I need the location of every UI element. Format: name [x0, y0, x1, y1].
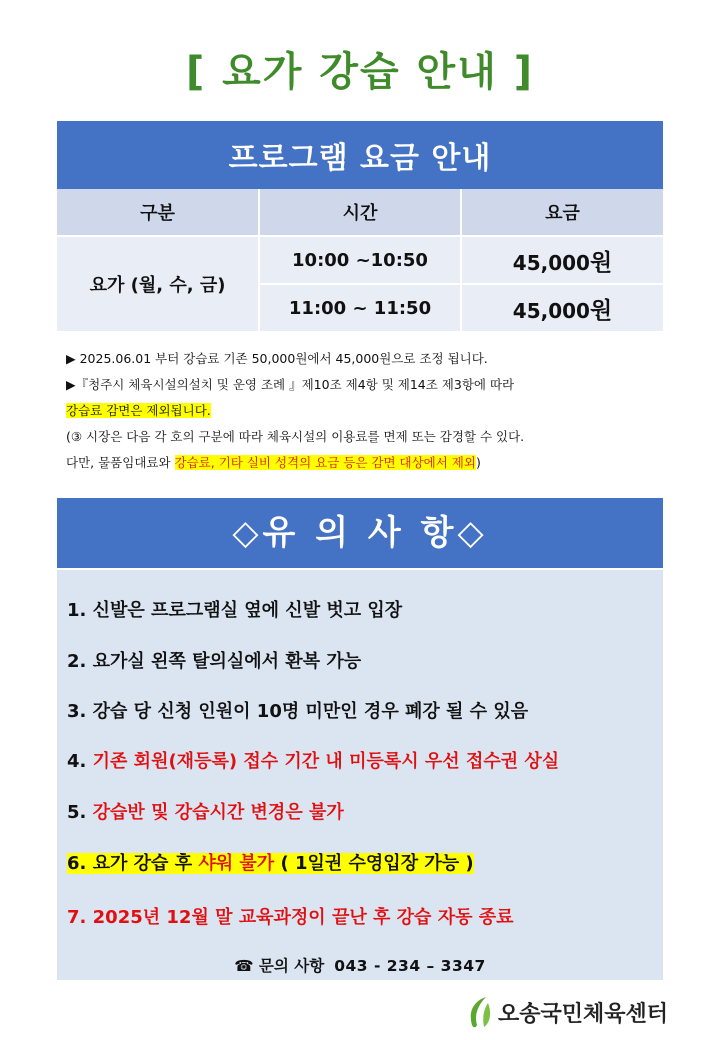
fee-table-title: 프로그램 요금 안내 [57, 121, 663, 189]
price-unit: 원 [589, 249, 613, 276]
org-name: 오송국민체육센터 [498, 1001, 669, 1027]
item-text: 2025년 12월 말 교육과정이 끝난 후 강습 자동 종료 [92, 907, 514, 928]
footer-logo [466, 992, 668, 1032]
highlight-red-text: 강습료, 기타 실비 성격의 요금 등은 감면 대상에서 제외 [174, 455, 476, 470]
column-category: 구분 [57, 189, 259, 236]
time-cell: 10:00 ~10:50 [259, 236, 461, 284]
page-title: [ 요가 강습 안내 ] [185, 49, 535, 95]
notice-item-4 [67, 747, 559, 773]
table-row [57, 236, 663, 284]
price-unit: 원 [589, 297, 613, 324]
item-text: ( 1일권 수영입장 가능 ) [274, 853, 474, 874]
contact-info [57, 954, 663, 976]
notice-item-2: 2. 요가실 왼쪽 탈의실에서 환복 가능 [67, 651, 362, 672]
note-text: ) [475, 455, 481, 470]
item-text-red: 샤워 불가 [198, 853, 275, 874]
notes-section [66, 346, 666, 476]
notice-item-7 [67, 903, 514, 929]
category-cell: 요가 (월, 수, 금) [57, 236, 259, 332]
notice-item-1: 1. 신발은 프로그램실 옆에 신발 벗고 입장 [67, 600, 403, 621]
item-text: 기존 회원(재등록) 접수 기간 내 미등록시 우선 접수권 상실 [92, 751, 560, 772]
column-price: 요금 [461, 189, 663, 236]
leaf-logo-icon [466, 995, 492, 1029]
price-value: 45,000 [512, 298, 590, 323]
notice-header: ◇유 의 사 항◇ [57, 498, 663, 568]
column-time: 시간 [259, 189, 461, 236]
note-ordinance: ▶『청주시 체육시설의설치 및 운영 조례 』제10조 제4항 및 제14조 제3항에 따라 [66, 377, 515, 392]
fee-table-column-header [57, 189, 663, 236]
note-ordinance-exception [66, 450, 666, 476]
note-price-change: ▶ 2025.06.01 부터 강습료 기존 50,000원에서 45,000원으로 조정 됩니다. [66, 351, 488, 366]
contact-label: ☎ 문의 사항 [234, 957, 325, 975]
notice-item-6 [67, 849, 474, 875]
item-highlight [67, 853, 474, 874]
contact-phone-number: 043 - 234 – 3347 [334, 957, 486, 975]
item-text: 강습반 및 강습시간 변경은 불가 [92, 802, 344, 823]
price-cell [461, 236, 663, 284]
fee-table [57, 121, 663, 333]
item-number: 4. [67, 751, 93, 772]
item-number: 7. [67, 907, 93, 928]
item-number: 5. [67, 802, 93, 823]
note-text: 다만, 물품임대료와 [66, 455, 175, 470]
notice-body [57, 570, 663, 980]
item-text: 6. 요가 강습 후 [67, 853, 199, 874]
time-cell: 11:00 ~ 11:50 [259, 284, 461, 332]
notice-item-5 [67, 798, 344, 824]
note-ordinance-quote: (③ 시장은 다음 각 호의 구분에 따라 체육시설의 이용료를 면제 또는 감경할 수 있다. [66, 429, 525, 444]
price-cell [461, 284, 663, 332]
price-value: 45,000 [512, 250, 590, 275]
notice-item-3: 3. 강습 당 신청 인원이 10명 미만인 경우 폐강 될 수 있음 [67, 701, 529, 722]
note-discount-excluded [66, 398, 666, 424]
highlight-text: 강습료 감면은 제외됩니다. [66, 403, 211, 418]
